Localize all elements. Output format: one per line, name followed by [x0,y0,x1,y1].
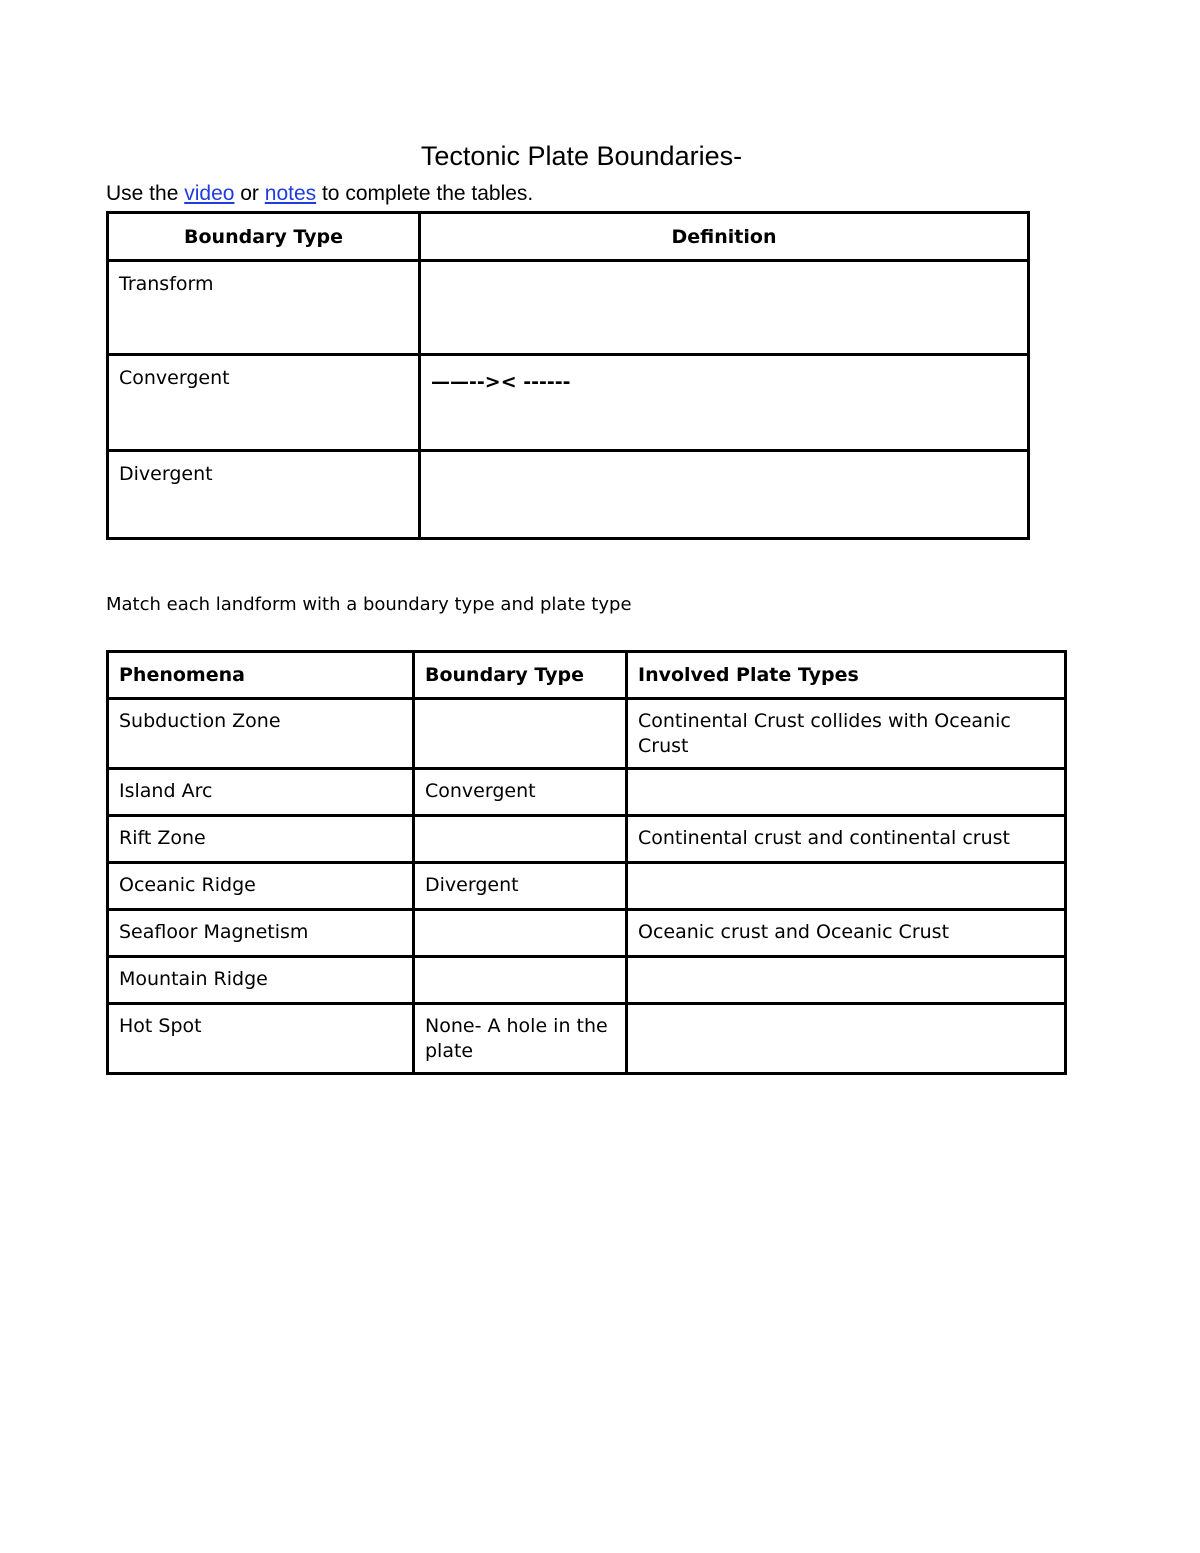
phenomena-cell [108,1004,414,1074]
header-involved-plate-types: Involved Plate Types [627,652,1066,699]
phenomena-text: Rift Zone [119,827,206,849]
definition-cell[interactable] [420,451,1029,539]
boundary-text: Divergent [425,874,519,896]
plates-text: Oceanic crust and Oceanic Crust [638,921,950,943]
table-row [108,261,1029,355]
video-link[interactable]: video [184,182,235,205]
phenomena-text: Oceanic Ridge [119,874,256,896]
table-row [108,355,1029,451]
phenomena-cell [108,910,414,957]
definition-text [421,452,1027,462]
plates-text [628,1005,1064,1018]
boundary-cell[interactable] [414,699,627,769]
boundary-cell[interactable] [414,816,627,863]
plates-text: Continental Crust collides with Oceanic Crust [638,710,1011,757]
plates-cell[interactable] [627,699,1066,769]
boundary-type-cell [108,261,420,355]
plates-text [628,958,1064,971]
boundary-text: None- A hole in the plate [425,1015,608,1062]
plates-cell[interactable] [627,769,1066,816]
phenomena-cell [108,863,414,910]
header-phenomena: Phenomena [108,652,414,699]
phenomena-text: Mountain Ridge [119,968,268,990]
instructions-middle: or [234,182,265,205]
plates-cell[interactable] [627,910,1066,957]
plates-text: Continental crust and continental crust [638,827,1010,849]
boundary-cell[interactable] [414,863,627,910]
boundary-cell[interactable] [414,1004,627,1074]
plates-cell[interactable] [627,816,1066,863]
table-row [108,957,1066,1004]
boundary-text [415,911,625,924]
plates-cell[interactable] [627,863,1066,910]
instructions-line [106,180,533,208]
definition-cell[interactable] [420,355,1029,451]
table-row [108,1004,1066,1074]
table-row [108,863,1066,910]
phenomena-text: Subduction Zone [119,710,281,732]
phenomena-text: Hot Spot [119,1015,202,1037]
table-row [108,769,1066,816]
boundary-cell[interactable] [414,957,627,1004]
header-boundary-type: Boundary Type [414,652,627,699]
table-row [108,451,1029,539]
table-row [108,816,1066,863]
notes-link[interactable]: notes [264,182,317,205]
boundary-text [415,817,625,830]
match-instruction: Match each landform with a boundary type and plate type [106,594,632,615]
phenomena-cell [108,769,414,816]
boundary-text: Convergent [425,780,536,802]
boundary-definition-table [106,211,1030,540]
header-boundary-type: Boundary Type [108,213,420,261]
plates-cell[interactable] [627,1004,1066,1074]
table-row [108,699,1066,769]
instructions-prefix: Use the [106,182,185,205]
boundary-cell[interactable] [414,769,627,816]
phenomena-text: Seafloor Magnetism [119,921,309,943]
plates-cell[interactable] [627,957,1066,1004]
phenomena-text: Island Arc [119,780,213,802]
boundary-type-text: Transform [119,273,214,295]
table-header-row [108,652,1066,699]
boundary-text [415,700,625,713]
phenomena-cell [108,699,414,769]
definition-cell[interactable] [420,261,1029,355]
table-header-row [108,213,1029,261]
header-definition: Definition [420,213,1029,261]
phenomena-cell [108,957,414,1004]
table-row [108,910,1066,957]
boundary-type-cell [108,451,420,539]
boundary-text [415,958,625,971]
landform-match-table [106,650,1067,1075]
definition-text [421,262,1027,272]
plates-text [628,770,1064,783]
instructions-suffix: to complete the tables. [316,182,534,205]
plates-text [628,864,1064,877]
convergent-arrow-text: ——-->< ------ [431,371,571,393]
boundary-type-text: Convergent [119,367,230,389]
page-title: Tectonic Plate Boundaries- [420,141,743,171]
phenomena-cell [108,816,414,863]
boundary-cell[interactable] [414,910,627,957]
boundary-type-text: Divergent [119,463,213,485]
boundary-type-cell [108,355,420,451]
